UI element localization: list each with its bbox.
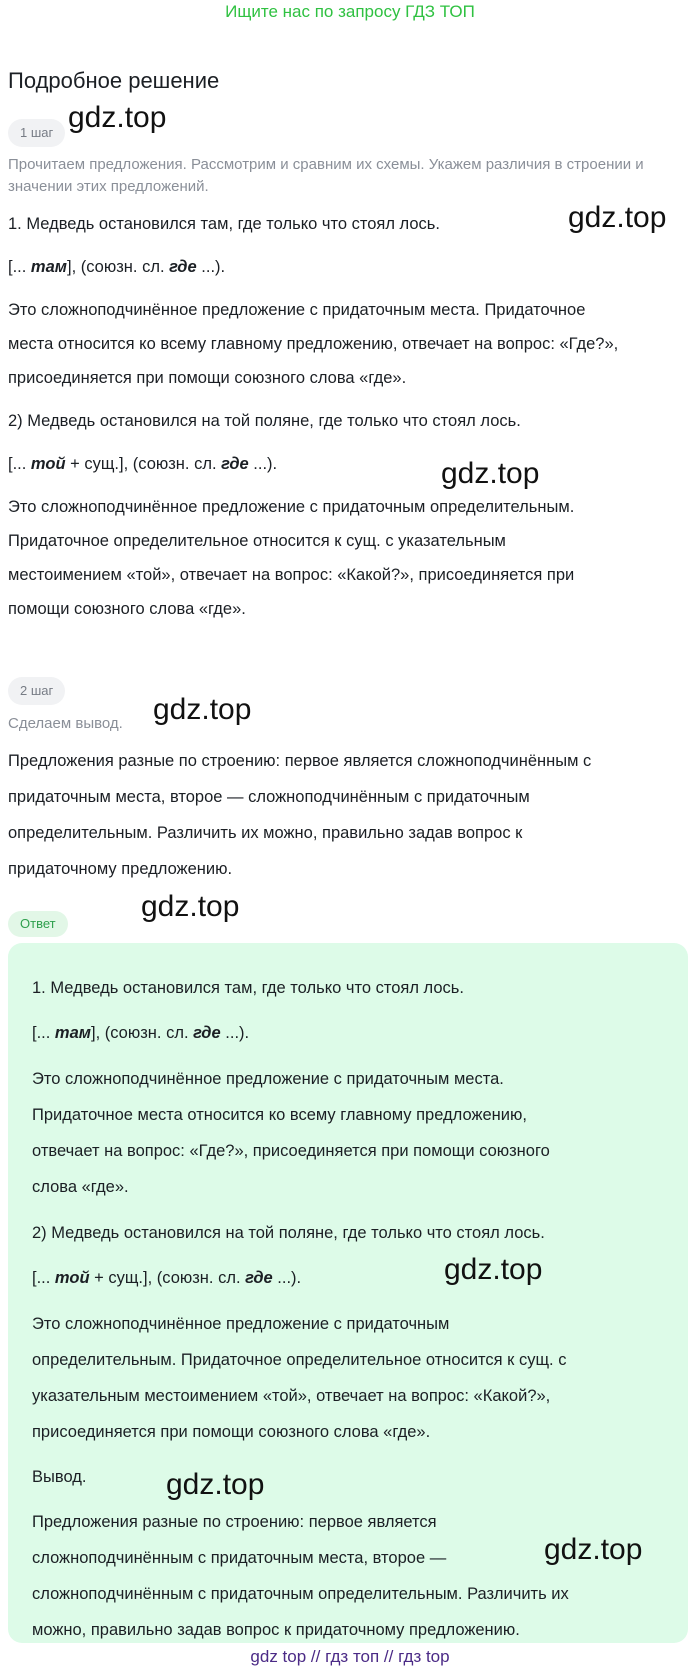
watermark: gdz.top xyxy=(544,1533,643,1566)
sentence-2: 2) Медведь остановился на той поляне, где только что стоял лось. xyxy=(8,412,521,430)
watermark: gdz.top xyxy=(68,101,167,134)
step-2-hint: Сделаем вывод. xyxy=(8,715,123,732)
step-1-chip: 1 шаг xyxy=(8,119,65,147)
paragraph-line: придаточным места, второе — сложноподчинённым с придаточным xyxy=(8,788,530,806)
paragraph-line: присоединяется при помощи союзного слова «где». xyxy=(32,1423,431,1441)
answer-chip: Ответ xyxy=(8,911,68,937)
answer-sentence-2: 2) Медведь остановился на той поляне, где только что стоял лось. xyxy=(32,1224,545,1242)
watermark: gdz.top xyxy=(441,457,540,490)
paragraph-line: Предложения разные по строению: первое является xyxy=(32,1513,437,1531)
paragraph-line: Придаточное определительное относится к сущ. с указательным xyxy=(8,532,506,550)
paragraph-line: присоединяется при помощи союзного слова «где». xyxy=(8,369,407,387)
paragraph-line: Предложения разные по строению: первое является сложноподчинённым с xyxy=(8,752,592,770)
paragraph-line: помощи союзного слова «где». xyxy=(8,600,246,618)
paragraph-line: придаточному предложению. xyxy=(8,860,233,878)
paragraph-line: сложноподчинённым с придаточным места, второе — xyxy=(32,1549,447,1567)
watermark: gdz.top xyxy=(166,1468,265,1501)
step-1-hint: Прочитаем предложения. Рассмотрим и сравним их схемы. Укажем различия в строении и значении этих предложений. xyxy=(8,156,644,195)
schema-1: [... там], (союзн. сл. где ...). xyxy=(8,258,226,276)
paragraph-line: слова «где». xyxy=(32,1178,129,1196)
paragraph-line: местоимением «той», отвечает на вопрос: «Какой?», присоединяется при xyxy=(8,566,575,584)
sentence-1: 1. Медведь остановился там, где только что стоял лось. xyxy=(8,215,440,233)
search-banner: Ищите нас по запросу ГДЗ ТОП xyxy=(225,2,475,21)
paragraph-line: места относится ко всему главному предложению, отвечает на вопрос: «Где?», xyxy=(8,335,619,353)
answer-sentence-1: 1. Медведь остановился там, где только что стоял лось. xyxy=(32,979,464,997)
paragraph-line: Придаточное места относится ко всему главному предложению, xyxy=(32,1106,527,1124)
schema-2: [... той + сущ.], (союзн. сл. где ...). xyxy=(8,455,278,473)
paragraph-line: определительным. Придаточное определительное относится к сущ. с xyxy=(32,1351,567,1369)
paragraph-line: Это сложноподчинённое предложение с придаточным места. xyxy=(32,1070,504,1088)
paragraph-line: Это сложноподчинённое предложение с придаточным места. Придаточное xyxy=(8,301,586,319)
watermark: gdz.top xyxy=(141,890,240,923)
paragraph-line: указательным местоимением «той», отвечает на вопрос: «Какой?», xyxy=(32,1387,551,1405)
paragraph-line: можно, правильно задав вопрос к придаточному предложению. xyxy=(32,1621,520,1639)
paragraph-line: сложноподчинённым с придаточным определительным. Различить их xyxy=(32,1585,569,1603)
watermark: gdz.top xyxy=(568,201,667,234)
section-title: Подробное решение xyxy=(8,68,220,93)
step-2-chip: 2 шаг xyxy=(8,677,65,705)
answer-schema-1: [... там], (союзн. сл. где ...). xyxy=(32,1024,250,1042)
paragraph-line: отвечает на вопрос: «Где?», присоединяется при помощи союзного xyxy=(32,1142,550,1160)
answer-schema-2: [... той + сущ.], (союзн. сл. где ...). xyxy=(32,1269,302,1287)
footer-text: gdz top // гдз топ // гдз top xyxy=(250,1647,450,1666)
paragraph-line: определительным. Различить их можно, правильно задав вопрос к xyxy=(8,824,523,842)
conclusion-label: Вывод. xyxy=(32,1468,87,1486)
watermark: gdz.top xyxy=(153,693,252,726)
paragraph-line: Это сложноподчинённое предложение с придаточным xyxy=(32,1315,450,1333)
paragraph-line: Это сложноподчинённое предложение с придаточным определительным. xyxy=(8,498,575,516)
watermark: gdz.top xyxy=(444,1253,543,1286)
